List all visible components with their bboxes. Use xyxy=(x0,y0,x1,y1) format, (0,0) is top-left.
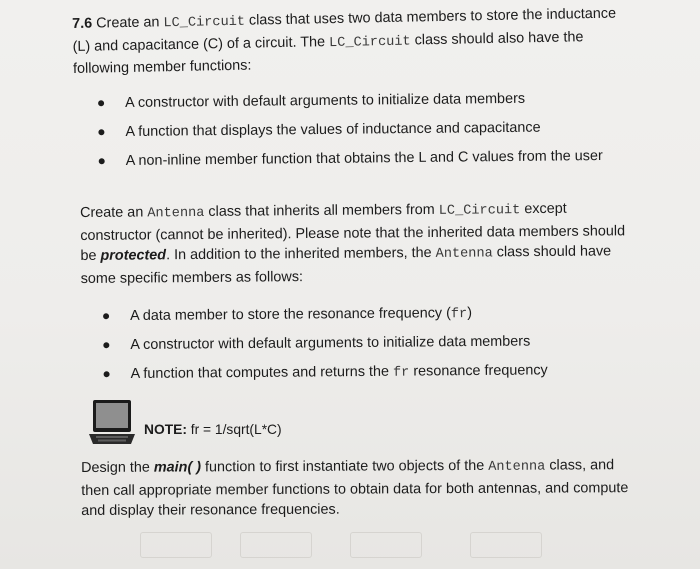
laptop-icon xyxy=(86,398,138,448)
list-item: A constructor with default arguments to initialize data members xyxy=(125,88,645,122)
note-formula: fr = 1/sqrt(L*C) xyxy=(190,422,282,437)
emphasis-protected: protected xyxy=(100,247,167,264)
note xyxy=(144,420,444,441)
bullet-icon xyxy=(99,158,105,164)
task-number: 7.6 xyxy=(72,15,93,32)
bullet-icon xyxy=(98,129,104,135)
code-antenna: Antenna xyxy=(488,459,546,475)
bleed-through-shape xyxy=(350,532,422,558)
code-antenna: Antenna xyxy=(435,246,493,262)
main-line-1: Design the main( ) function to first instantiate two objects of the Antenna class, and xyxy=(81,457,615,476)
code-fr: fr xyxy=(392,365,410,381)
antenna-line-1: Create an Antenna class that inherits all members from LC_Circuit except xyxy=(80,200,567,222)
code-antenna: Antenna xyxy=(147,205,205,222)
bullet-icon xyxy=(103,313,109,319)
antenna-paragraph xyxy=(80,198,661,289)
antenna-line-3: be protected. In addition to the inherited members, the Antenna class should have xyxy=(80,243,612,264)
antenna-members-list xyxy=(130,301,651,393)
list-item: A data member to store the resonance frequency (fr) xyxy=(130,301,650,335)
code-lc-circuit: LC_Circuit xyxy=(163,14,246,32)
antenna-line-4: some specific members as follows: xyxy=(80,268,304,287)
task-intro xyxy=(72,3,663,80)
task-line-2: (L) and capacitance (C) of a circuit. The LC_Circuit class should also have the xyxy=(72,28,584,55)
bullet-icon xyxy=(104,371,110,377)
bleed-through-shape xyxy=(140,532,212,558)
lc-functions-list xyxy=(125,88,646,180)
bullet-icon xyxy=(98,100,104,106)
bullet-icon xyxy=(103,342,109,348)
main-task xyxy=(81,455,661,522)
code-lc-circuit: LC_Circuit xyxy=(438,203,521,219)
code-lc-circuit: LC_Circuit xyxy=(328,34,411,51)
task-line-3: following member functions: xyxy=(72,57,252,77)
list-item: A function that displays the values of inductance and capacitance xyxy=(125,117,645,151)
task-line-1: 7.6 Create an LC_Circuit class that uses two data members to store the inductance xyxy=(72,5,617,32)
main-line-2: then call appropriate member functions to obtain data for both antennas, and compute xyxy=(81,479,629,499)
code-fr: fr xyxy=(450,307,468,323)
bleed-through-area xyxy=(140,532,600,558)
bleed-through-shape xyxy=(240,532,312,558)
main-line-3: and display their resonance frequencies. xyxy=(81,501,340,519)
note-label: NOTE: xyxy=(144,422,187,437)
list-item: A non-inline member function that obtains the L and C values from the user xyxy=(126,146,646,180)
antenna-line-2: constructor (cannot be inherited). Please note that the inherited data members should xyxy=(80,222,626,244)
bleed-through-shape xyxy=(470,532,542,558)
list-item: A function that computes and returns the fr resonance frequency xyxy=(131,359,651,393)
list-item: A constructor with default arguments to initialize data members xyxy=(130,330,650,364)
emphasis-main: main( ) xyxy=(153,459,202,476)
